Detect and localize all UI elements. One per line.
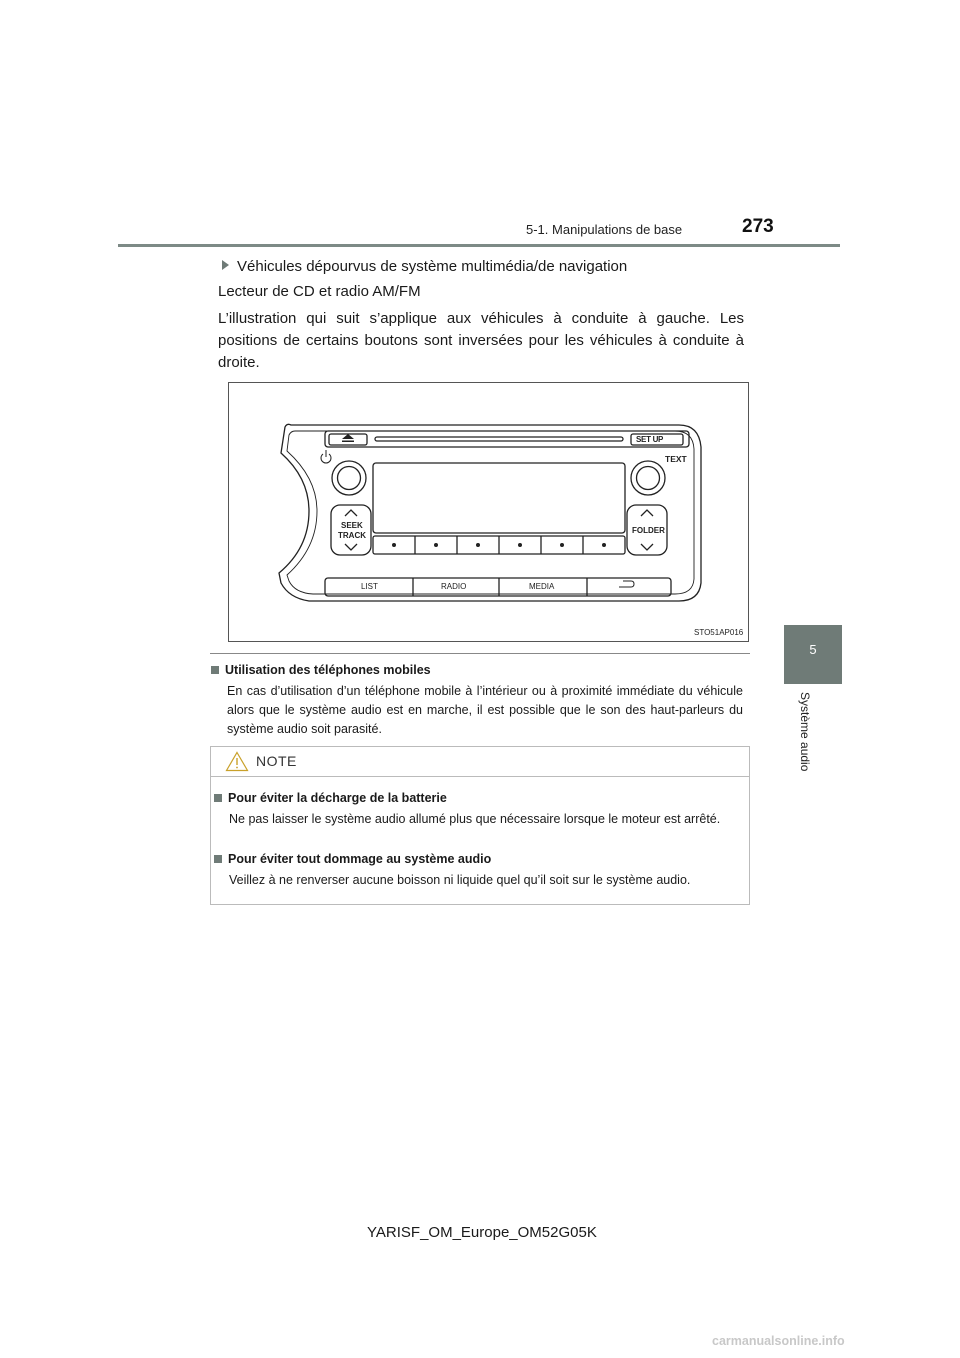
warning-triangle-icon (225, 751, 249, 777)
radio-button-label: RADIO (441, 582, 467, 591)
track-label: TRACK (338, 531, 366, 540)
square-bullet-icon (214, 794, 222, 802)
watermark: carmanualsonline.info (712, 1334, 845, 1348)
note-title: NOTE (256, 753, 297, 769)
section-rule (210, 653, 750, 654)
chapter-number: 5 (809, 642, 817, 657)
mobile-section-title (211, 663, 431, 677)
note-item-body: Veillez à ne renverser aucune boisson ni liquide quel qu’il soit sur le système audio. (229, 873, 691, 887)
intro-paragraph: Lecteur de CD et radio AM/FM (218, 283, 421, 300)
folder-label: FOLDER (632, 526, 665, 535)
page-number: 273 (742, 216, 774, 237)
note-item-title-text: Pour éviter tout dommage au système audio (228, 852, 492, 866)
audio-unit-illustration (229, 383, 748, 641)
section-heading: 5-1. Manipulations de base (526, 222, 683, 237)
bullet-heading (222, 256, 627, 278)
list-button-label: LIST (361, 582, 378, 591)
square-bullet-icon (214, 855, 222, 863)
triangle-bullet-icon (222, 260, 229, 270)
mobile-section-body: En cas d’utilisation d’un téléphone mobile à l’intérieur ou à proximité immédiate du véhicule alors que le système audio est en marche, il est possible que le son des haut-parleurs du système audio soit parasité. (227, 684, 743, 736)
figure-code: STO51AP016 (694, 628, 744, 637)
footer-doc-id: YARISF_OM_Europe_OM52G05K (367, 1224, 597, 1241)
text-button-label: TEXT (665, 454, 687, 464)
chapter-label-wrap (800, 692, 824, 822)
media-button-label: MEDIA (529, 582, 555, 591)
bullet-heading-text: Véhicules dépourvus de système multimédia/de navigation (237, 258, 628, 275)
seek-label: SEEK (341, 521, 363, 530)
note-item-title (214, 791, 447, 805)
figure-frame (228, 382, 749, 642)
note-item-body: Ne pas laisser le système audio allumé plus que nécessaire lorsque le moteur est arrêté. (229, 812, 721, 826)
setup-button-label: SET UP (636, 435, 664, 444)
chapter-label: Système audio (798, 692, 812, 772)
illustration-paragraph: L’illustration qui suit s’applique aux véhicules à conduite à gauche. Les positions de certains boutons sont inversées pour les véhicules à conduite à droite. (218, 310, 744, 371)
mobile-title-text: Utilisation des téléphones mobiles (225, 663, 431, 677)
header-rule (118, 244, 840, 247)
note-item-title (214, 852, 491, 866)
square-bullet-icon (211, 666, 219, 674)
note-header-rule (210, 776, 750, 777)
note-item-title-text: Pour éviter la décharge de la batterie (228, 791, 447, 805)
